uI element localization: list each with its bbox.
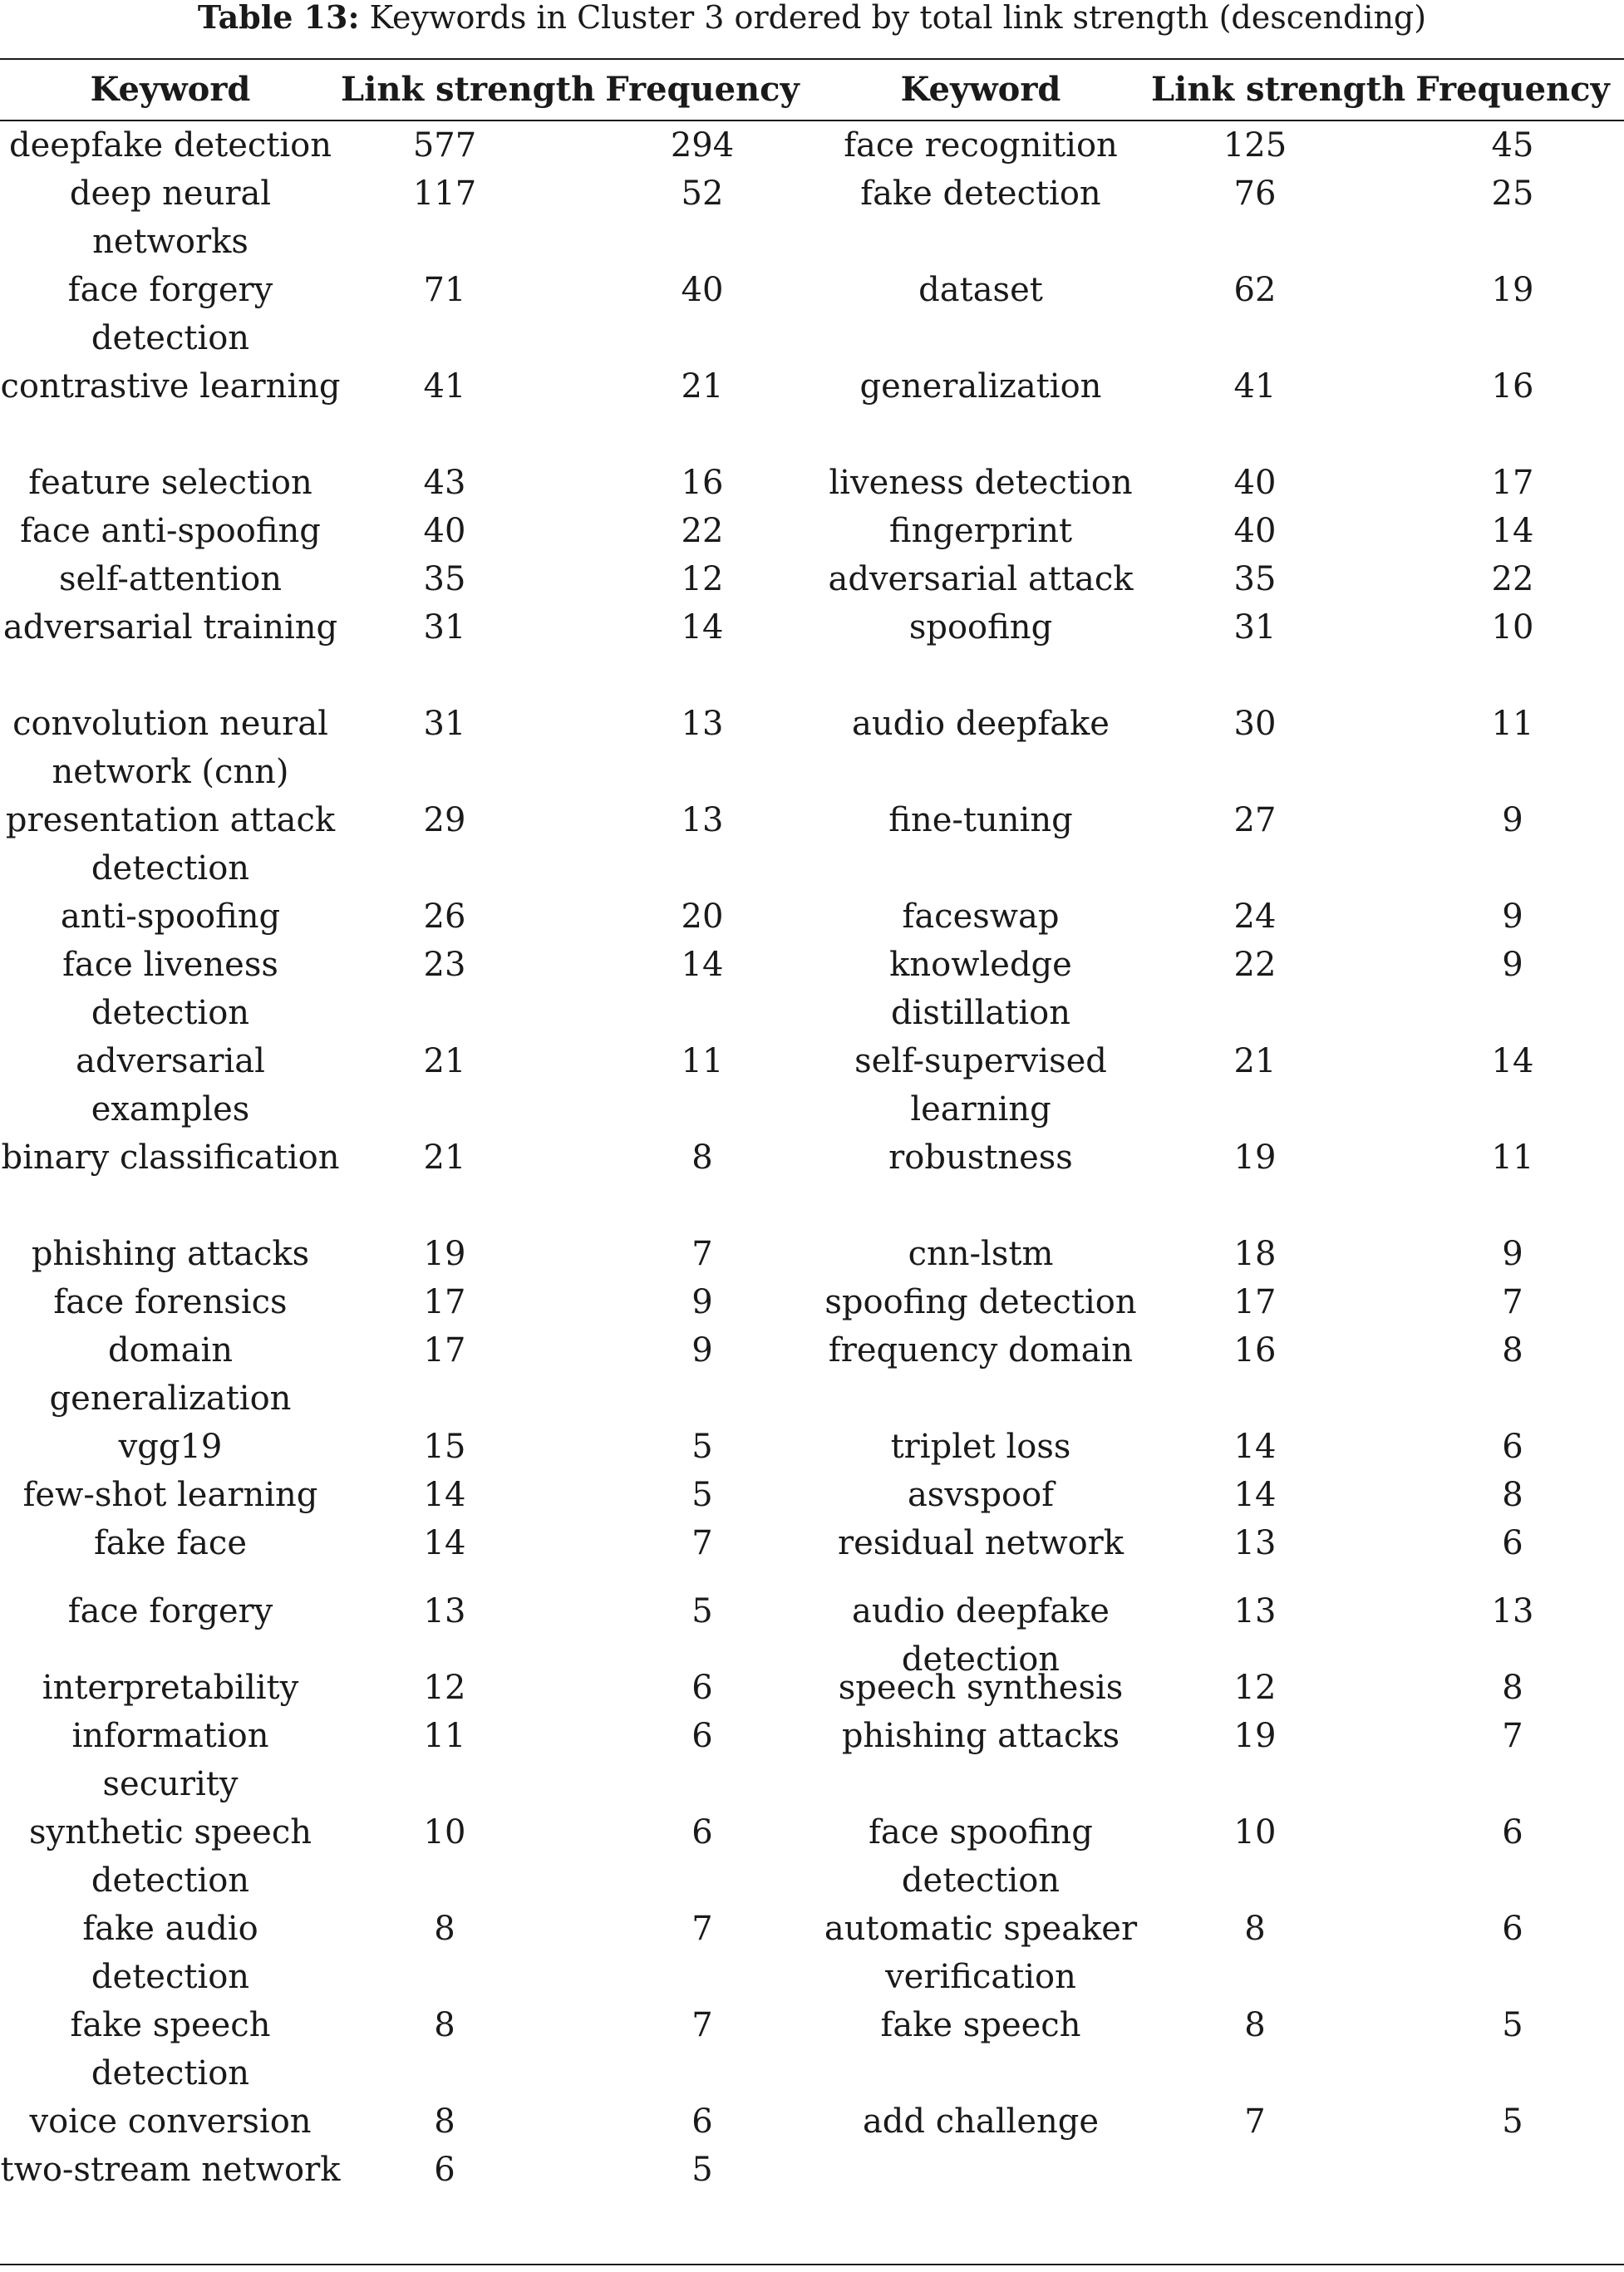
cell-link-strength-left: 26: [423, 897, 466, 936]
table-row: [0, 1134, 1624, 1230]
cell-keyword-right: liveness detection: [829, 464, 1133, 502]
cell-link-strength-right: 12: [1233, 1669, 1277, 1707]
cell-keyword-right: knowledge distillation: [889, 946, 1072, 1032]
cell-frequency-left: 13: [681, 705, 724, 743]
cell-frequency-right: 14: [1491, 1042, 1534, 1080]
cell-link-strength-left: 577: [412, 126, 477, 165]
cell-keyword-right: spoofing detection: [824, 1283, 1137, 1321]
table-caption-label: Table 13:: [197, 0, 360, 36]
cell-frequency-right: 6: [1502, 1524, 1523, 1562]
cell-link-strength-right: 13: [1233, 1524, 1277, 1562]
cell-keyword-right: dataset: [918, 271, 1043, 309]
cell-frequency-right: 16: [1491, 367, 1534, 406]
cell-keyword-right: spoofing: [908, 608, 1053, 647]
cell-frequency-left: 20: [681, 897, 724, 936]
cell-link-strength-right: 19: [1233, 1138, 1277, 1177]
header-link-strength-right: Link strength: [1151, 70, 1406, 109]
cell-link-strength-left: 31: [423, 705, 466, 743]
cell-link-strength-right: 27: [1233, 801, 1277, 839]
table-row: [0, 121, 1624, 170]
table-row: [0, 2146, 1624, 2242]
cell-keyword-right: speech synthesis: [838, 1669, 1124, 1707]
cell-keyword-left: synthetic speech detection: [28, 1813, 312, 1900]
cell-frequency-left: 7: [691, 1524, 713, 1562]
cell-keyword-left: face forgery: [67, 1592, 273, 1630]
cell-frequency-left: 14: [681, 608, 724, 647]
cell-link-strength-left: 31: [423, 608, 466, 647]
cell-frequency-right: 8: [1502, 1476, 1523, 1514]
cell-frequency-right: 8: [1502, 1669, 1523, 1707]
cell-keyword-left: face forgery detection: [67, 271, 273, 357]
cell-link-strength-right: 14: [1233, 1476, 1277, 1514]
cell-keyword-right: residual network: [837, 1524, 1124, 1562]
cell-keyword-left: face forensics: [53, 1283, 288, 1321]
table-row: [0, 1037, 1624, 1134]
cell-link-strength-left: 8: [434, 1910, 455, 1948]
cell-keyword-left: deepfake detection: [9, 126, 332, 165]
cell-link-strength-right: 76: [1233, 175, 1277, 213]
cell-keyword-right: cnn-lstm: [908, 1235, 1054, 1273]
cell-keyword-left: contrastive learning: [0, 367, 341, 406]
cell-link-strength-left: 19: [423, 1235, 466, 1273]
cell-frequency-left: 7: [691, 2006, 713, 2044]
cell-keyword-left: self-attention: [58, 560, 283, 598]
table-row: [0, 1230, 1624, 1278]
cell-link-strength-left: 43: [423, 464, 466, 502]
cell-link-strength-left: 8: [434, 2006, 455, 2044]
cell-frequency-left: 13: [681, 801, 724, 839]
header-keyword-left: Keyword: [90, 70, 251, 109]
cell-keyword-left: binary classification: [1, 1138, 340, 1177]
cell-keyword-right: fake detection: [860, 175, 1101, 213]
cell-keyword-left: phishing attacks: [31, 1235, 310, 1273]
cell-frequency-left: 52: [681, 175, 724, 213]
cell-keyword-right: self-supervised learning: [854, 1042, 1107, 1129]
cell-frequency-left: 294: [670, 126, 735, 165]
cell-frequency-left: 5: [691, 2151, 713, 2189]
header-link-strength-left: Link strength: [341, 70, 596, 109]
cell-frequency-left: 22: [681, 512, 724, 550]
cell-link-strength-right: 14: [1233, 1428, 1277, 1466]
cell-frequency-right: 5: [1502, 2102, 1523, 2141]
cell-frequency-left: 5: [691, 1476, 713, 1514]
cell-link-strength-right: 16: [1233, 1331, 1277, 1370]
table-row: [0, 362, 1624, 459]
cell-keyword-left: few-shot learning: [22, 1476, 318, 1514]
cell-link-strength-left: 15: [423, 1428, 466, 1466]
cell-keyword-right: frequency domain: [828, 1331, 1134, 1370]
cell-link-strength-left: 17: [423, 1283, 466, 1321]
cell-keyword-left: presentation attack detection: [5, 801, 336, 888]
cell-link-strength-left: 10: [423, 1813, 466, 1852]
table-row: [0, 170, 1624, 266]
cell-link-strength-right: 17: [1233, 1283, 1277, 1321]
cell-link-strength-right: 40: [1233, 464, 1277, 502]
cell-keyword-right: robustness: [888, 1138, 1073, 1177]
cell-keyword-right: face recognition: [844, 126, 1118, 165]
cell-frequency-left: 21: [681, 367, 724, 406]
cell-keyword-left: adversarial examples: [76, 1042, 265, 1129]
cell-keyword-right: audio deepfake detection: [852, 1592, 1110, 1679]
cell-frequency-left: 9: [691, 1283, 713, 1321]
cell-keyword-left: interpretability: [42, 1669, 299, 1707]
cell-keyword-right: add challenge: [862, 2102, 1100, 2141]
cell-keyword-left: fake speech detection: [70, 2006, 271, 2093]
cell-keyword-left: information security: [71, 1717, 269, 1803]
cell-link-strength-left: 21: [423, 1042, 466, 1080]
table-row: [0, 1471, 1624, 1519]
cell-link-strength-right: 35: [1233, 560, 1277, 598]
table-row: [0, 796, 1624, 893]
cell-link-strength-left: 6: [434, 2151, 455, 2189]
cell-frequency-right: 5: [1502, 2006, 1523, 2044]
cell-frequency-right: 9: [1502, 897, 1523, 936]
table-row: [0, 1326, 1624, 1423]
cell-frequency-left: 5: [691, 1428, 713, 1466]
table-row: [0, 555, 1624, 603]
cell-keyword-left: feature selection: [28, 464, 312, 502]
table-row: [0, 603, 1624, 700]
table-row: [0, 941, 1624, 1037]
cell-keyword-left: anti-spoofing: [60, 897, 281, 936]
cell-frequency-left: 6: [691, 1813, 713, 1852]
cell-keyword-right: fake speech: [880, 2006, 1081, 2044]
cell-frequency-right: 13: [1491, 1592, 1534, 1630]
cell-frequency-left: 14: [681, 946, 724, 984]
cell-keyword-right: asvspoof: [907, 1476, 1055, 1514]
cell-frequency-left: 11: [681, 1042, 724, 1080]
cell-frequency-right: 19: [1491, 271, 1534, 309]
table-bottom-rule: [0, 2264, 1624, 2265]
cell-keyword-left: convolution neural network (cnn): [12, 705, 328, 791]
cell-frequency-right: 10: [1491, 608, 1534, 647]
table-row: [0, 893, 1624, 941]
cell-keyword-right: fingerprint: [888, 512, 1073, 550]
cell-link-strength-right: 22: [1233, 946, 1277, 984]
cell-keyword-right: face spoofing detection: [869, 1813, 1093, 1900]
cell-keyword-left: face liveness detection: [62, 946, 278, 1032]
header-frequency-right: Frequency: [1415, 70, 1610, 109]
cell-link-strength-left: 13: [423, 1592, 466, 1630]
cell-link-strength-right: 18: [1233, 1235, 1277, 1273]
cell-link-strength-left: 35: [423, 560, 466, 598]
table-row: [0, 1664, 1624, 1712]
cell-frequency-right: 9: [1502, 1235, 1523, 1273]
table-caption-text: Keywords in Cluster 3 ordered by total link strength (descending): [359, 0, 1427, 36]
table-row: [0, 1519, 1624, 1577]
cell-link-strength-right: 125: [1223, 126, 1287, 165]
cell-frequency-left: 5: [691, 1592, 713, 1630]
cell-link-strength-right: 24: [1233, 897, 1277, 936]
cell-link-strength-right: 30: [1233, 705, 1277, 743]
cell-frequency-left: 16: [681, 464, 724, 502]
cell-frequency-right: 45: [1491, 126, 1534, 165]
header-frequency-left: Frequency: [605, 70, 800, 109]
table-header: [0, 60, 1624, 120]
cell-link-strength-left: 8: [434, 2102, 455, 2141]
table-row: [0, 1905, 1624, 2001]
cell-link-strength-left: 21: [423, 1138, 466, 1177]
cell-frequency-right: 14: [1491, 512, 1534, 550]
cell-link-strength-left: 71: [423, 271, 466, 309]
cell-link-strength-left: 117: [412, 175, 477, 213]
cell-keyword-left: two-stream network: [0, 2151, 341, 2189]
cell-frequency-right: 11: [1491, 1138, 1534, 1177]
cell-frequency-left: 6: [691, 1717, 713, 1755]
cell-link-strength-right: 8: [1244, 2006, 1266, 2044]
cell-keyword-right: phishing attacks: [841, 1717, 1120, 1755]
cell-frequency-right: 6: [1502, 1910, 1523, 1948]
cell-keyword-right: faceswap: [902, 897, 1060, 936]
cell-frequency-right: 8: [1502, 1331, 1523, 1370]
cell-link-strength-right: 41: [1233, 367, 1277, 406]
cell-frequency-right: 9: [1502, 801, 1523, 839]
table-row: [0, 266, 1624, 362]
cell-keyword-left: face anti-spoofing: [20, 512, 321, 550]
table-row: [0, 1808, 1624, 1905]
cell-frequency-right: 11: [1491, 705, 1534, 743]
cell-keyword-left: vgg19: [118, 1428, 223, 1466]
table-row: [0, 459, 1624, 507]
cell-frequency-left: 6: [691, 1669, 713, 1707]
cell-keyword-left: domain generalization: [49, 1331, 292, 1418]
cell-link-strength-right: 10: [1233, 1813, 1277, 1852]
cell-keyword-left: adversarial training: [2, 608, 338, 647]
table-caption: [0, 0, 1624, 35]
cell-link-strength-left: 14: [423, 1524, 466, 1562]
cell-frequency-left: 9: [691, 1331, 713, 1370]
cell-frequency-right: 17: [1491, 464, 1534, 502]
cell-keyword-right: triplet loss: [890, 1428, 1071, 1466]
table-row: [0, 1577, 1624, 1679]
cell-link-strength-right: 40: [1233, 512, 1277, 550]
table-row: [0, 1278, 1624, 1326]
cell-link-strength-right: 8: [1244, 1910, 1266, 1948]
cell-link-strength-left: 40: [423, 512, 466, 550]
table-row: [0, 2097, 1624, 2146]
cell-link-strength-right: 13: [1233, 1592, 1277, 1630]
header-keyword-right: Keyword: [900, 70, 1061, 109]
cell-link-strength-left: 29: [423, 801, 466, 839]
cell-link-strength-right: 21: [1233, 1042, 1277, 1080]
cell-frequency-right: 7: [1502, 1717, 1523, 1755]
table-row: [0, 1712, 1624, 1808]
cell-keyword-right: adversarial attack: [828, 560, 1134, 598]
cell-keyword-left: deep neural networks: [69, 175, 272, 261]
cell-frequency-left: 6: [691, 2102, 713, 2141]
cell-link-strength-left: 23: [423, 946, 466, 984]
cell-frequency-right: 7: [1502, 1283, 1523, 1321]
cell-keyword-right: audio deepfake: [852, 705, 1110, 743]
cell-frequency-right: 22: [1491, 560, 1534, 598]
table-row: [0, 1423, 1624, 1471]
cell-keyword-right: fine-tuning: [888, 801, 1073, 839]
cell-keyword-right: automatic speaker verification: [824, 1910, 1138, 1996]
cell-frequency-right: 9: [1502, 946, 1523, 984]
cell-link-strength-right: 62: [1233, 271, 1277, 309]
cell-link-strength-left: 41: [423, 367, 466, 406]
cell-link-strength-left: 14: [423, 1476, 466, 1514]
cell-keyword-left: voice conversion: [29, 2102, 312, 2141]
table-row: [0, 2001, 1624, 2097]
cell-frequency-left: 7: [691, 1910, 713, 1948]
cell-link-strength-right: 7: [1244, 2102, 1266, 2141]
cell-keyword-left: fake face: [93, 1524, 247, 1562]
cell-keyword-left: fake audio detection: [82, 1910, 258, 1996]
cell-frequency-left: 8: [691, 1138, 713, 1177]
cell-frequency-left: 7: [691, 1235, 713, 1273]
table-row: [0, 507, 1624, 555]
cell-frequency-right: 6: [1502, 1428, 1523, 1466]
cell-link-strength-left: 12: [423, 1669, 466, 1707]
cell-frequency-left: 12: [681, 560, 724, 598]
cell-frequency-left: 40: [681, 271, 724, 309]
cell-link-strength-right: 31: [1233, 608, 1277, 647]
cell-link-strength-left: 17: [423, 1331, 466, 1370]
cell-keyword-right: generalization: [859, 367, 1102, 406]
cell-link-strength-right: 19: [1233, 1717, 1277, 1755]
table-row: [0, 700, 1624, 796]
cell-frequency-right: 6: [1502, 1813, 1523, 1852]
cell-link-strength-left: 11: [423, 1717, 466, 1755]
cell-frequency-right: 25: [1491, 175, 1534, 213]
